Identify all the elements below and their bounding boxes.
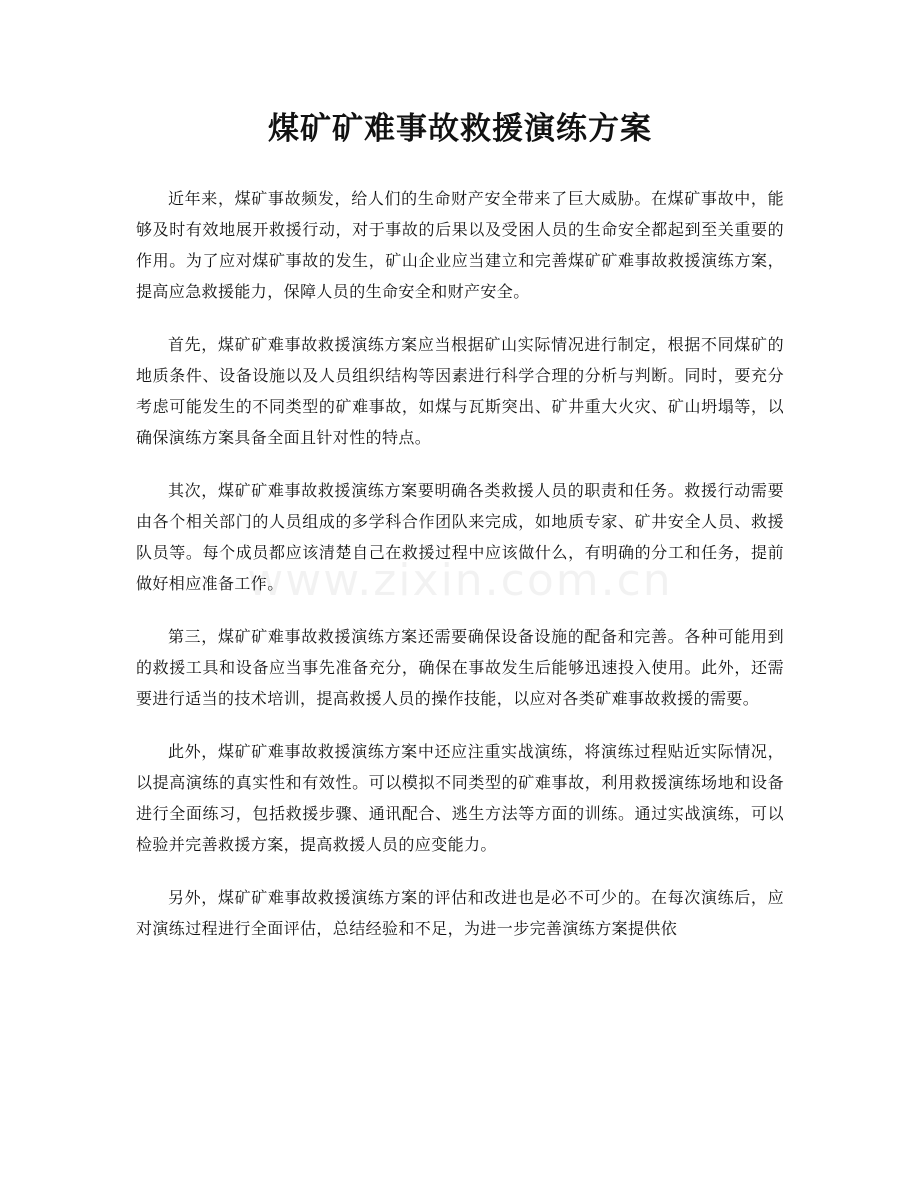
paragraph-evaluation: 另外，煤矿矿难事故救援演练方案的评估和改进也是必不可少的。在每次演练后，应对演练过程进行全面评估，总结经验和不足，为进一步完善演练方案提供依	[136, 888, 784, 938]
paragraph-intro: 近年来，煤矿事故频发，给人们的生命财产安全带来了巨大威胁。在煤矿事故中，能够及时有效地展开救援行动，对于事故的后果以及受困人员的生命安全都起到至关重要的作用。为了应对煤矿事故的发生，矿山企业应当建立和完善煤矿矿难事故救援演练方案，提高应急救援能力，保障人员的生命安全和财产安全。	[136, 189, 784, 301]
document-title: 煤矿矿难事故救援演练方案	[268, 111, 652, 147]
paragraph-second: 其次，煤矿矿难事故救援演练方案要明确各类救援人员的职责和任务。救援行动需要由各个相关部门的人员组成的多学科合作团队来完成，如地质专家、矿井安全人员、救援队员等。每个成员都应该清楚自己在救援过程中应该做什么，有明确的分工和任务，提前做好相应准备工作。	[136, 481, 784, 593]
document-body	[136, 183, 784, 966]
paragraph-practice: 此外，煤矿矿难事故救援演练方案中还应注重实战演练，将演练过程贴近实际情况，以提高演练的真实性和有效性。可以模拟不同类型的矿难事故，利用救援演练场地和设备进行全面练习，包括救援步骤、通讯配合、逃生方法等方面的训练。通过实战演练，可以检验并完善救援方案，提高救援人员的应变能力。	[136, 742, 784, 854]
paragraph-third: 第三，煤矿矿难事故救援演练方案还需要确保设备设施的配备和完善。各种可能用到的救援工具和设备应当事先准备充分，确保在事故发生后能够迅速投入使用。此外，还需要进行适当的技术培训，提高救援人员的操作技能，以应对各类矿难事故救援的需要。	[136, 627, 784, 708]
watermark: www.zixin.com.cn	[247, 555, 673, 606]
paragraph-first: 首先，煤矿矿难事故救援演练方案应当根据矿山实际情况进行制定，根据不同煤矿的地质条件、设备设施以及人员组织结构等因素进行科学合理的分析与判断。同时，要充分考虑可能发生的不同类型的矿难事故，如煤与瓦斯突出、矿井重大火灾、矿山坍塌等，以确保演练方案具备全面且针对性的特点。	[136, 335, 784, 447]
